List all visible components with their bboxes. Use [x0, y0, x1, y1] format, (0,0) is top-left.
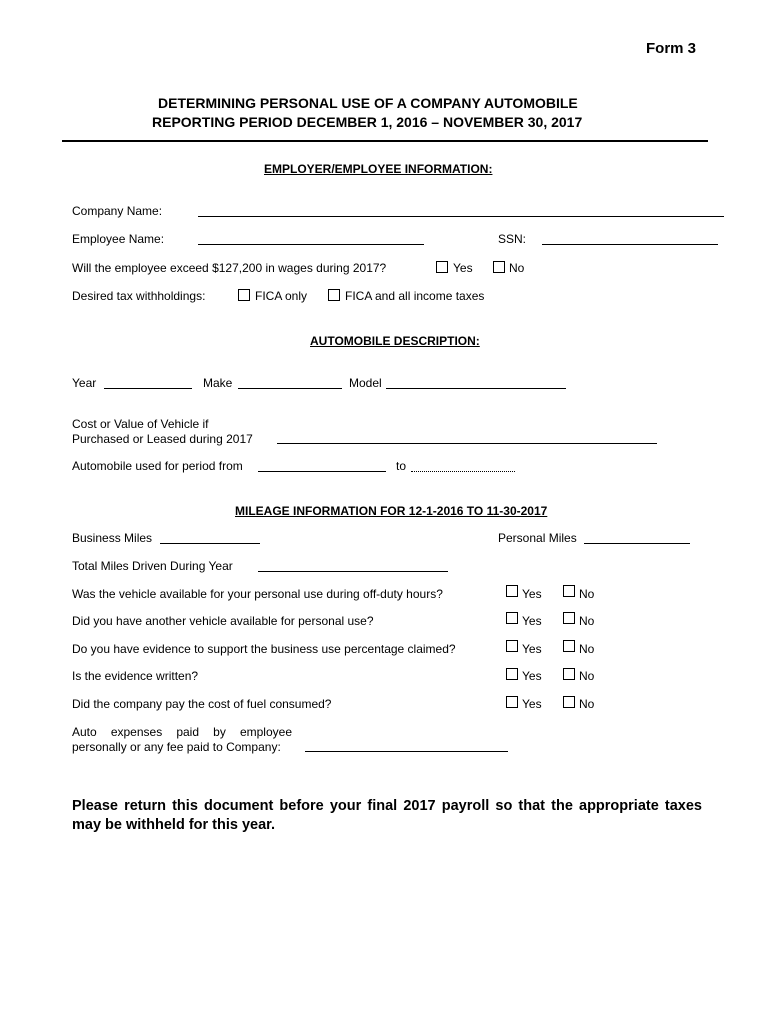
form-title-line2: REPORTING PERIOD DECEMBER 1, 2016 – NOVEMBER 30, 2017 — [152, 114, 583, 130]
question-fuel-cost: Did the company pay the cost of fuel consumed? — [72, 697, 332, 711]
q2-yes-checkbox[interactable] — [506, 612, 518, 624]
cost-field[interactable] — [277, 443, 657, 444]
auto-expenses-line2: personally or any fee paid to Company: — [72, 740, 281, 754]
auto-expenses-field[interactable] — [305, 751, 508, 752]
q3-no-checkbox[interactable] — [563, 640, 575, 652]
cost-label-line1: Cost or Value of Vehicle if — [72, 417, 209, 431]
business-miles-label: Business Miles — [72, 531, 153, 545]
q2-yes-label: Yes — [522, 614, 542, 628]
q4-yes-checkbox[interactable] — [506, 668, 518, 680]
year-label: Year — [72, 376, 97, 390]
q1-yes-label: Yes — [522, 587, 542, 601]
q5-no-checkbox[interactable] — [563, 696, 575, 708]
auto-expenses-label — [72, 725, 292, 755]
question-evidence-written: Is the evidence written? — [72, 669, 199, 683]
fica-only-label: FICA only — [255, 289, 308, 303]
mileage-section-heading: MILEAGE INFORMATION FOR 12-1-2016 TO 11-30-2017 — [235, 504, 548, 518]
q4-no-checkbox[interactable] — [563, 668, 575, 680]
model-label: Model — [349, 376, 382, 390]
q3-yes-checkbox[interactable] — [506, 640, 518, 652]
q3-no-label: No — [579, 642, 595, 656]
auto-section-heading: AUTOMOBILE DESCRIPTION: — [310, 334, 480, 348]
q1-no-checkbox[interactable] — [563, 585, 575, 597]
form-label: Form 3 — [646, 40, 697, 57]
make-field[interactable] — [238, 388, 342, 389]
question-evidence: Do you have evidence to support the business use percentage claimed? — [72, 642, 456, 656]
closing-note: Please return this document before your final 2017 payroll so that the appropriate taxes may be withheld for this year. — [72, 798, 702, 833]
make-label: Make — [203, 376, 233, 390]
title-divider — [62, 140, 708, 142]
q3-yes-label: Yes — [522, 642, 542, 656]
q5-no-label: No — [579, 697, 595, 711]
fica-all-checkbox[interactable] — [328, 289, 340, 301]
question-personal-use: Was the vehicle available for your personal use during off-duty hours? — [72, 587, 443, 601]
wage-yes-checkbox[interactable] — [436, 261, 448, 273]
wage-yes-label: Yes — [453, 261, 473, 275]
wage-question: Will the employee exceed $127,200 in wages during 2017? — [72, 261, 387, 275]
fica-only-checkbox[interactable] — [238, 289, 250, 301]
q1-yes-checkbox[interactable] — [506, 585, 518, 597]
q4-no-label: No — [579, 669, 595, 683]
employee-name-field[interactable] — [198, 244, 424, 245]
q1-no-label: No — [579, 587, 595, 601]
q5-yes-label: Yes — [522, 697, 542, 711]
personal-miles-label: Personal Miles — [498, 531, 577, 545]
withholding-label: Desired tax withholdings: — [72, 289, 206, 303]
cost-label-line2: Purchased or Leased during 2017 — [72, 432, 253, 446]
wage-no-label: No — [509, 261, 525, 275]
period-to-label: to — [396, 459, 407, 473]
employer-section-heading: EMPLOYER/EMPLOYEE INFORMATION: — [264, 162, 493, 176]
employee-name-label: Employee Name: — [72, 232, 165, 246]
form-title-line1: DETERMINING PERSONAL USE OF A COMPANY AUTOMOBILE — [158, 95, 578, 111]
business-miles-field[interactable] — [160, 543, 260, 544]
year-field[interactable] — [104, 388, 192, 389]
period-from-label: Automobile used for period from — [72, 459, 243, 473]
total-miles-field[interactable] — [258, 571, 448, 572]
company-name-label: Company Name: — [72, 204, 163, 218]
fica-all-label: FICA and all income taxes — [345, 289, 485, 303]
q2-no-label: No — [579, 614, 595, 628]
auto-expenses-line1: Auto expenses paid by employee — [72, 725, 292, 739]
total-miles-label: Total Miles Driven During Year — [72, 559, 233, 573]
ssn-label: SSN: — [498, 232, 527, 246]
question-another-vehicle: Did you have another vehicle available for personal use? — [72, 614, 374, 628]
period-from-field[interactable] — [258, 471, 386, 472]
ssn-field[interactable] — [542, 244, 718, 245]
wage-no-checkbox[interactable] — [493, 261, 505, 273]
personal-miles-field[interactable] — [584, 543, 690, 544]
company-name-field[interactable] — [198, 216, 724, 217]
q4-yes-label: Yes — [522, 669, 542, 683]
period-to-field[interactable] — [411, 471, 515, 472]
model-field[interactable] — [386, 388, 566, 389]
q2-no-checkbox[interactable] — [563, 612, 575, 624]
q5-yes-checkbox[interactable] — [506, 696, 518, 708]
